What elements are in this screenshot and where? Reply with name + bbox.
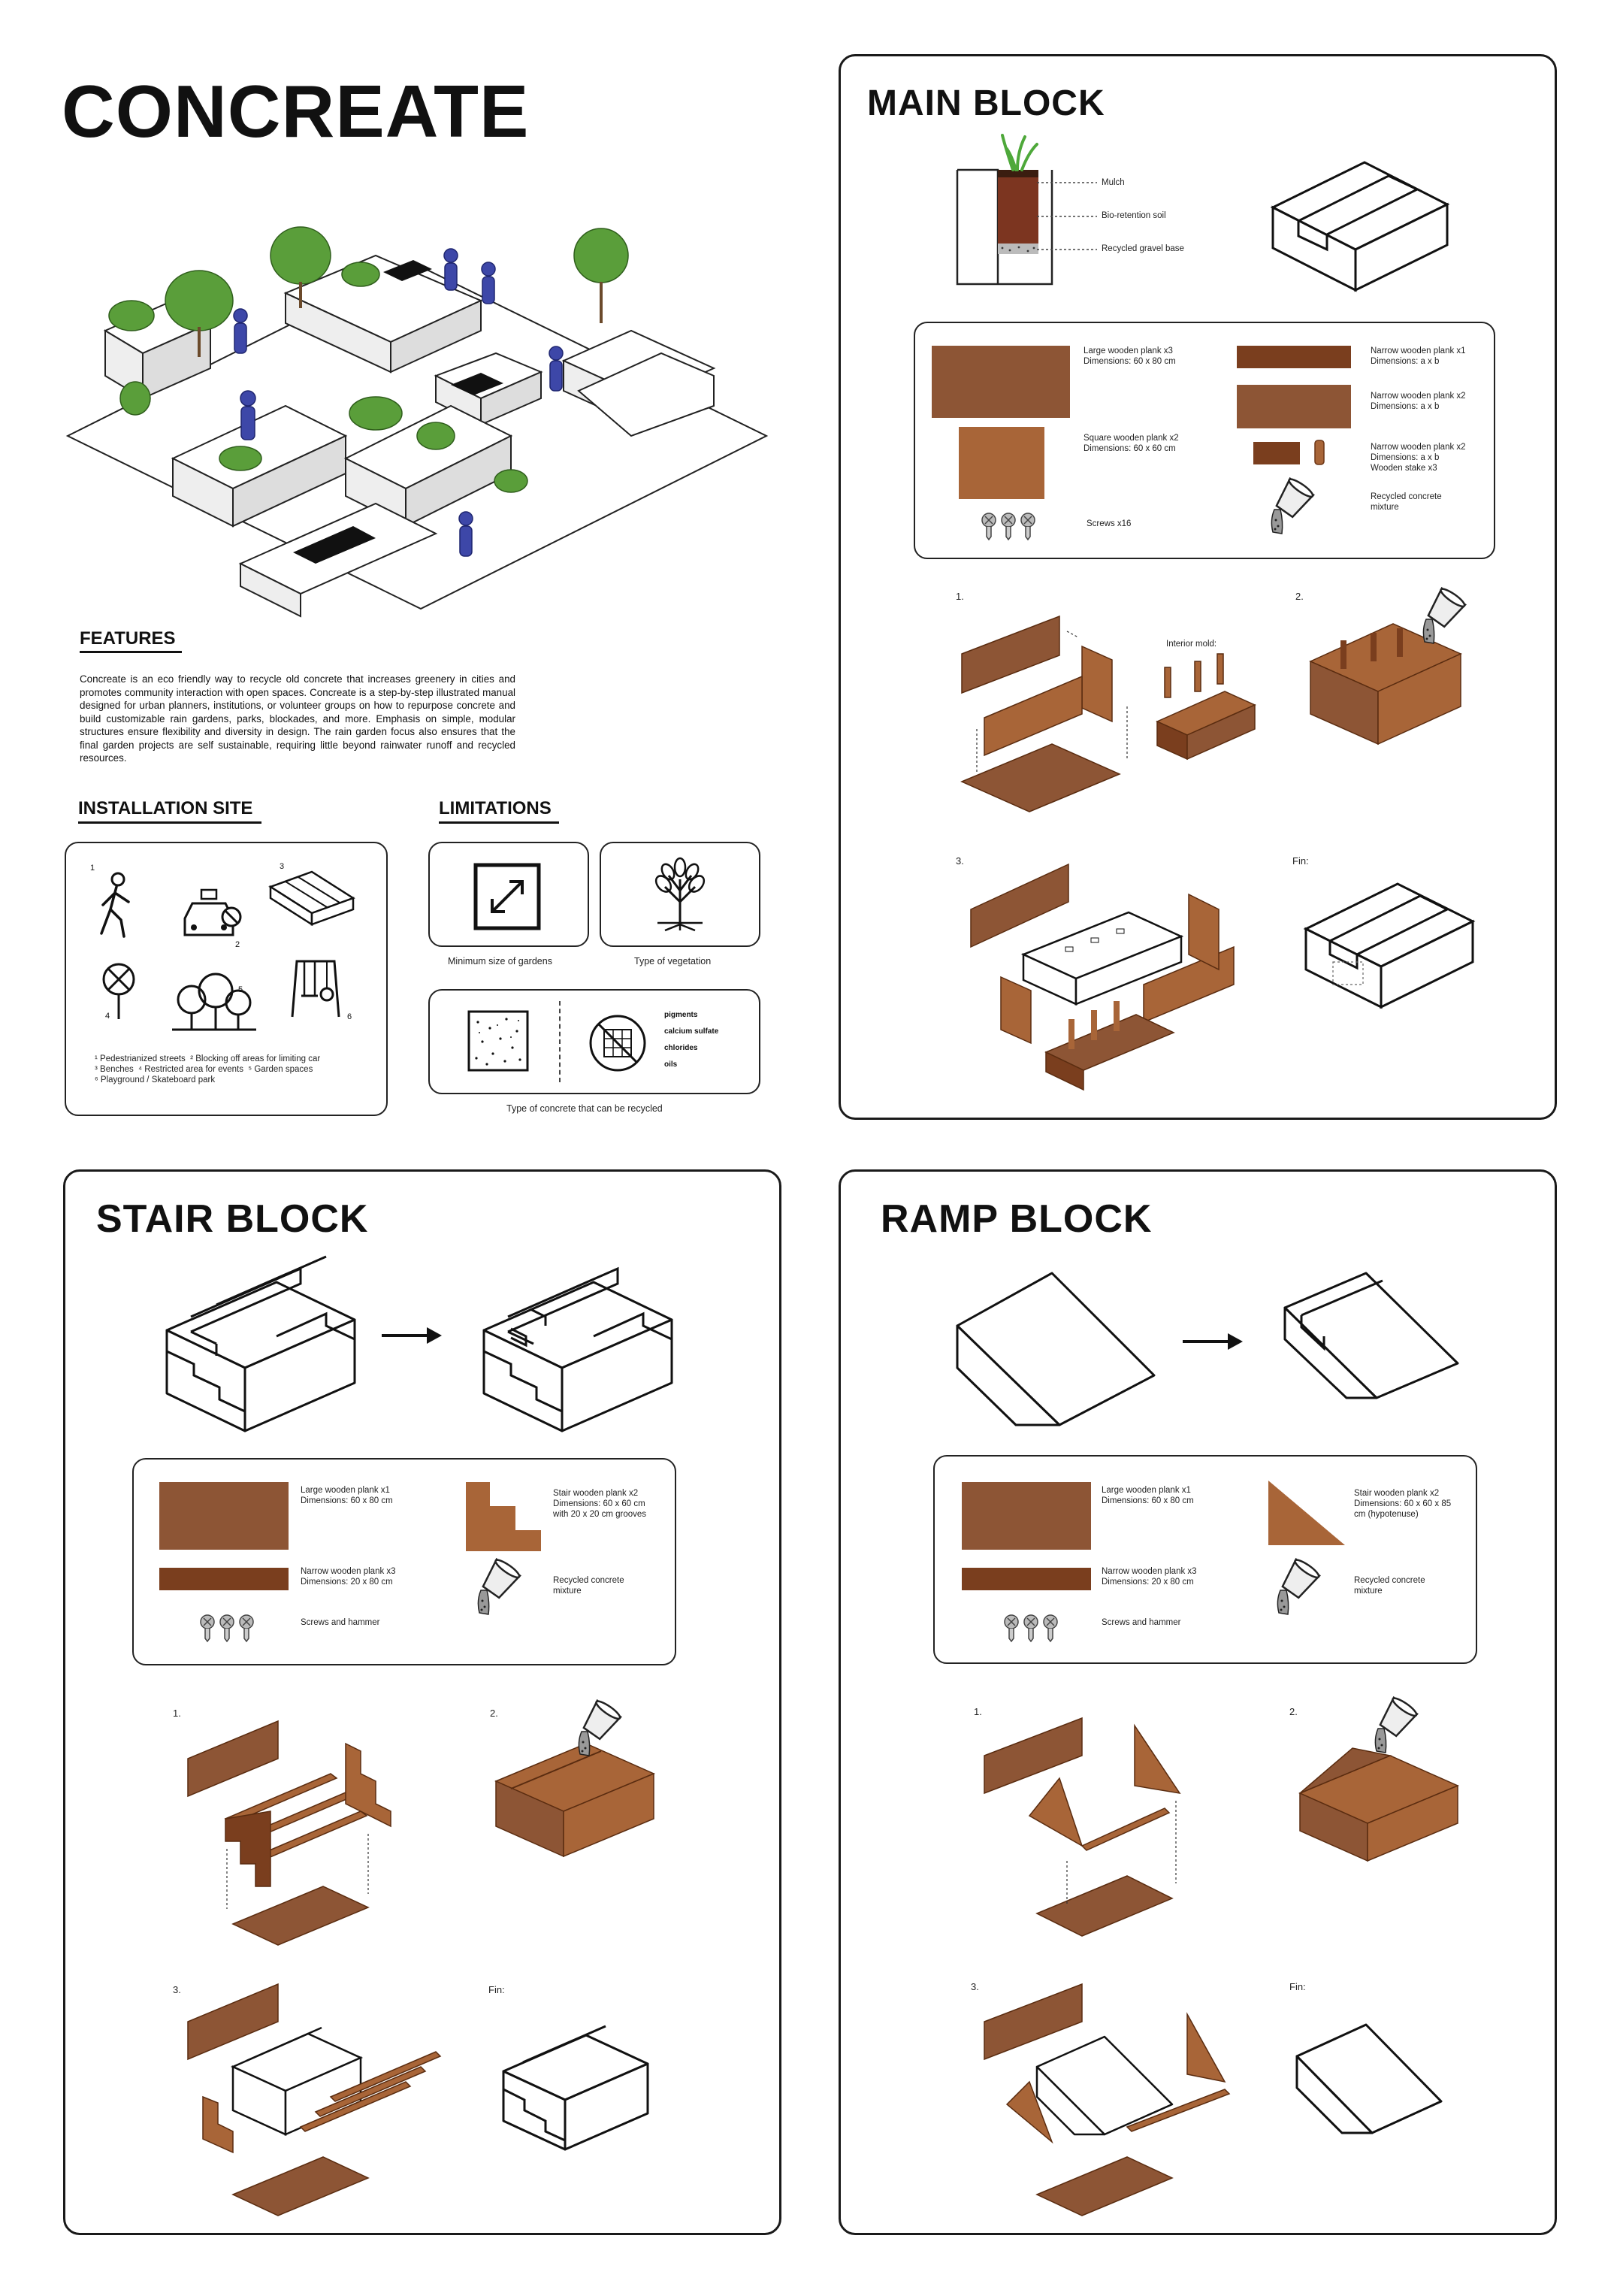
- ramp-plank-swatch: [1265, 1478, 1348, 1548]
- stair-step-fin-label: Fin:: [488, 1984, 505, 1995]
- ramp-plank-label: Stair wooden plank x2 Dimensions: 60 x 60 x 85 cm (hypotenuse): [1354, 1489, 1452, 1519]
- ramp-fin-diagram: [1294, 2019, 1444, 2146]
- limitations-underline: [439, 821, 559, 824]
- ramp-step-fin-label: Fin:: [1289, 1981, 1306, 1992]
- main-step-2-label: 2.: [1295, 591, 1304, 602]
- stair-plank-label: Stair wooden plank x2 Dimensions: 60 x 60 cm with 20 x 20 cm grooves: [553, 1489, 647, 1519]
- stair-step-3-label: 3.: [173, 1984, 181, 1995]
- concrete-bucket-icon: [1267, 479, 1319, 547]
- ramp-step-3-diagram: [977, 1977, 1247, 2225]
- square-plank-label: Square wooden plank x2 Dimensions: 60 x 60 cm: [1084, 434, 1179, 453]
- plant-icon: [642, 857, 718, 932]
- site-number-6: 6: [347, 1012, 352, 1021]
- swing-icon: [289, 958, 342, 1018]
- bench-icon: [267, 868, 357, 928]
- vegetation-caption: Type of vegetation: [634, 956, 712, 966]
- layer-mulch: Mulch: [1102, 178, 1125, 187]
- site-number-1: 1: [90, 864, 95, 873]
- large-plank-label: Large wooden plank x3 Dimensions: 60 x 80 cm: [1084, 346, 1176, 366]
- stair-step-1-diagram: [180, 1714, 421, 1947]
- expand-icon: [473, 863, 541, 930]
- screws-icon: [974, 511, 1041, 549]
- narrow-plank-2-swatch: [1237, 385, 1351, 428]
- legend-item-6: ⁶ Playground / Skateboard park: [95, 1075, 216, 1084]
- stair-block-title: STAIR BLOCK: [96, 1197, 369, 1241]
- ramp-before-iso: [954, 1270, 1157, 1428]
- legend-item-2: ² Blocking off areas for limiting car: [190, 1054, 321, 1063]
- main-step-3-diagram: [956, 849, 1286, 1097]
- legend-item-5: ⁵ Garden spaces: [248, 1065, 313, 1074]
- hero-illustration: [60, 210, 781, 631]
- ramp-block-title: RAMP BLOCK: [881, 1197, 1153, 1241]
- concrete-divider: [559, 1001, 561, 1082]
- ramp-step-1-diagram: [977, 1711, 1217, 1944]
- features-underline: [80, 651, 182, 653]
- ramp-arrow-icon: [1183, 1330, 1243, 1353]
- wooden-stake-icon: [1309, 439, 1331, 469]
- layer-soil: Bio-retention soil: [1102, 211, 1166, 220]
- site-number-3: 3: [280, 862, 285, 871]
- contaminant-calcium-sulfate: calcium sulfate: [664, 1027, 719, 1036]
- stair-narrow-plank-label: Narrow wooden plank x3 Dimensions: 20 x 80 cm: [301, 1567, 396, 1587]
- main-block-iso: [1270, 158, 1450, 293]
- stair-large-plank-swatch: [159, 1482, 289, 1550]
- stair-screws-label: Screws and hammer: [301, 1618, 380, 1627]
- square-plank-swatch: [959, 427, 1044, 499]
- main-step-1-label: 1.: [956, 591, 964, 602]
- pedestrian-icon: [94, 872, 139, 939]
- installation-heading: INSTALLATION SITE: [78, 798, 253, 818]
- large-plank-swatch: [932, 346, 1070, 418]
- concrete-caption: Type of concrete that can be recycled: [506, 1103, 663, 1114]
- stair-large-plank-label: Large wooden plank x1 Dimensions: 60 x 80 cm: [301, 1486, 393, 1505]
- stair-before-iso: [164, 1263, 359, 1435]
- main-step-fin-label: Fin:: [1292, 855, 1309, 867]
- contaminant-oils: oils: [664, 1060, 678, 1069]
- main-fin-diagram: [1303, 879, 1476, 1015]
- stair-narrow-plank-swatch: [159, 1568, 289, 1590]
- interior-mold-label: Interior mold:: [1166, 640, 1217, 649]
- stair-screws-icon: [192, 1613, 260, 1650]
- ramp-step-1-label: 1.: [974, 1706, 982, 1717]
- ramp-large-plank-swatch: [962, 1482, 1091, 1550]
- narrow-plank-1-swatch: [1237, 346, 1351, 368]
- main-block-title: MAIN BLOCK: [867, 83, 1105, 123]
- no-contaminants-icon: [588, 1013, 648, 1073]
- stair-fin-diagram: [500, 2019, 651, 2154]
- stair-step-2-diagram: [488, 1706, 669, 1871]
- legend-item-1: ¹ Pedestrianized streets: [95, 1054, 186, 1063]
- ramp-bucket-icon: [1273, 1560, 1325, 1628]
- contaminant-pigments: pigments: [664, 1011, 698, 1019]
- stair-concrete-label: Recycled concrete mixture: [553, 1576, 624, 1596]
- limitations-heading: LIMITATIONS: [439, 798, 552, 818]
- screws-label: Screws x16: [1087, 519, 1132, 528]
- installation-underline: [78, 821, 261, 824]
- layer-gravel: Recycled gravel base: [1102, 244, 1184, 253]
- narrow-plank-3-label: Narrow wooden plank x2 Dimensions: a x b Wooden stake x3: [1371, 443, 1466, 473]
- stair-bucket-icon: [473, 1560, 526, 1628]
- car-icon: [179, 888, 246, 948]
- no-entry-icon: [100, 960, 138, 1021]
- ramp-step-2-diagram: [1292, 1703, 1473, 1876]
- layer-leaders: [1037, 179, 1105, 254]
- stair-step-2-label: 2.: [490, 1708, 498, 1719]
- ramp-narrow-plank-label: Narrow wooden plank x3 Dimensions: 20 x 80 cm: [1102, 1567, 1197, 1587]
- contaminant-chlorides: chlorides: [664, 1044, 698, 1052]
- ramp-step-3-label: 3.: [971, 1981, 979, 1992]
- features-heading: FEATURES: [80, 628, 176, 649]
- site-number-2: 2: [235, 940, 240, 949]
- contaminant-list: [664, 1007, 718, 1073]
- features-text: Concreate is an eco friendly way to recycle old concrete that increases greenery in cities and promotes community interaction with open spaces. Concreate is a step-by-step illustrated manual designed for urban planners, institutions, or volunteer groups on how to repurpose concrete and build customizable rain gardens, parks, blockades, and more. Emphasis on simple, modular structures ensure flexibility and diversity in design. The rain garden focus also ensures that the final garden projects are self sustainable, requiring little beyond rainwater runoff and recycled resources.: [80, 673, 515, 764]
- stair-step-3-diagram: [180, 1977, 451, 2217]
- ramp-concrete-label: Recycled concrete mixture: [1354, 1576, 1425, 1596]
- legend-item-4: ⁴ Restricted area for events: [138, 1065, 243, 1074]
- stair-after-iso: [481, 1263, 676, 1435]
- poster-title: CONCREATE: [62, 70, 530, 153]
- narrow-plank-1-label: Narrow wooden plank x1 Dimensions: a x b: [1371, 346, 1466, 366]
- ramp-screws-label: Screws and hammer: [1102, 1618, 1181, 1627]
- concrete-texture-icon: [467, 1010, 529, 1072]
- concrete-mixture-label: Recycled concrete mixture: [1371, 492, 1442, 512]
- main-step-1-diagram: [954, 609, 1292, 827]
- main-step-3-label: 3.: [956, 855, 964, 867]
- stair-plank-swatch: [463, 1479, 546, 1554]
- stair-step-1-label: 1.: [173, 1708, 181, 1719]
- main-step-2-diagram: [1303, 594, 1468, 759]
- ramp-after-iso: [1277, 1270, 1465, 1428]
- ramp-step-2-label: 2.: [1289, 1706, 1298, 1717]
- site-number-5: 5: [238, 985, 243, 994]
- ramp-narrow-plank-swatch: [962, 1568, 1091, 1590]
- trees-icon: [169, 970, 259, 1037]
- ramp-screws-icon: [996, 1613, 1064, 1650]
- narrow-plank-3-swatch: [1253, 442, 1300, 464]
- legend-item-3: ³ Benches: [95, 1065, 134, 1074]
- stair-arrow-icon: [382, 1324, 442, 1347]
- installation-legend: [95, 1054, 380, 1085]
- min-size-caption: Minimum size of gardens: [448, 956, 552, 966]
- site-number-4: 4: [105, 1012, 110, 1021]
- ramp-large-plank-label: Large wooden plank x1 Dimensions: 60 x 80 cm: [1102, 1486, 1194, 1505]
- narrow-plank-2-label: Narrow wooden plank x2 Dimensions: a x b: [1371, 392, 1466, 411]
